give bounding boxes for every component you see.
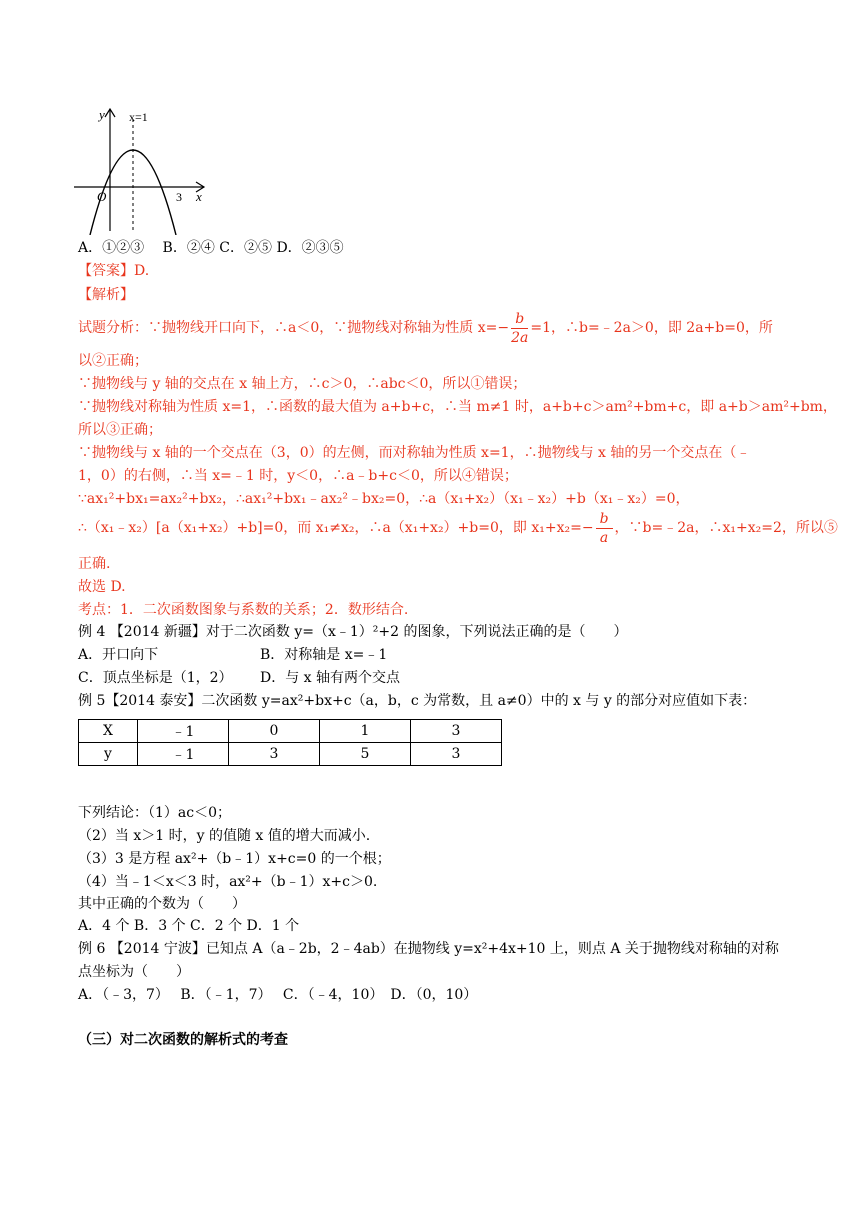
frac-den: a [599,529,609,546]
table-cell: y [79,743,138,766]
axis-label: x=1 [129,110,148,124]
analysis-line-2: 以②正确； [78,353,148,369]
ex4-option-c: C．顶点坐标是（1，2） [78,670,233,686]
q3-options: A．①②③ B．②④ C．②⑤ D．②③⑤ [78,240,344,256]
analysis-1-pre: 试题分析：∵抛物线开口向下，∴a＜0，∵抛物线对称轴为性质 x= [78,320,498,336]
analysis-line-8: ∵ax₁²+bx₁=ax₂²+bx₂，∴ax₁²+bx₁﹣ax₂²﹣bx₂=0，∴a（x₁+x₂）（x₁﹣x₂）+b（x₁﹣x₂）=0， [78,491,690,507]
parabola-graph [72,105,212,235]
choose: 故选 D. [78,579,126,595]
table-cell: 0 [229,720,320,743]
ex5-options: A．4 个 B．3 个 C．2 个 D．1 个 [78,918,300,934]
table-cell: 3 [229,743,320,766]
ex5-conclusion-4: （4）当﹣1＜x＜3 时，ax²+（b﹣1）x+c＞0. [78,874,378,890]
kaodian: 考点：1．二次函数图象与系数的关系；2．数形结合. [78,602,409,618]
ex6-line-2: 点坐标为（ ） [78,964,190,980]
frac-den: 2a [511,329,529,346]
section-heading: （三）对二次函数的解析式的考查 [78,1032,288,1048]
table-cell: 3 [411,743,502,766]
fraction-b-over-a [596,510,613,547]
table-row [79,720,502,743]
answer: 【答案】D. [78,263,150,279]
root-label: 3 [176,190,182,204]
analysis-line-7: 1，0）的右侧，∴当 x=﹣1 时，y＜0，∴a﹣b+c＜0，所以④错误； [78,468,518,484]
analysis-9-post: ，∵b=﹣2a，∴x₁+x₂=2，所以⑤ [614,520,838,536]
analysis-line-1: 试题分析：∵抛物线开口向下，∴a＜0，∵抛物线对称轴为性质 x=− $\frac{b}{2a}$ =1，∴b=﹣2a＞0，即 2a+b=0，所 [78,310,773,346]
value-table [78,719,502,766]
analysis-line-9: ∴（x₁﹣x₂）[a（x₁+x₂）+b]=0，而 x₁≠x₂，∴a（x₁+x₂）+b=0，即 x₁+x₂=− $\frac{b}{a}$ ，∵b=﹣2a，∴x₁+x₂=2，所以⑤ [78,510,838,546]
analysis-1-post: =1，∴b=﹣2a＞0，即 2a+b=0，所 [530,320,773,336]
analysis-9-pre: ∴（x₁﹣x₂）[a（x₁+x₂）+b]=0，而 x₁≠x₂，∴a（x₁+x₂）+b=0，即 x₁+x₂= [78,520,582,536]
table-cell: 1 [320,720,411,743]
ex5-conclusion-3: （3）3 是方程 ax²+（b﹣1）x+c=0 的一个根； [78,851,391,867]
ex5-title: 例 5【2014 泰安】二次函数 y=ax²+bx+c（a，b，c 为常数，且 a≠0）中的 x 与 y 的部分对应值如下表： [78,693,757,709]
ex5-conclusion-1: 下列结论：（1）ac＜0； [78,805,232,821]
table-cell: ﹣1 [138,743,229,766]
x-label: x [196,189,202,204]
y-label: y [99,107,105,122]
table-cell: 5 [320,743,411,766]
ex5-conclusion-2: （2）当 x＞1 时，y 的值随 x 值的增大而减小. [78,828,371,844]
frac-num: b [511,310,528,329]
table-row [79,743,502,766]
analysis-title: 【解析】 [78,287,134,303]
ex4-option-b: B．对称轴是 x=﹣1 [260,647,388,663]
fraction-b-over-2a [511,310,528,347]
table-cell: ﹣1 [138,720,229,743]
ex4-option-a: A．开口向下 [78,647,159,663]
table-cell: X [79,720,138,743]
analysis-line-4: ∵抛物线对称轴为性质 x=1，∴函数的最大值为 a+b+c，∴当 m≠1 时，a+b+c＞am²+bm+c，即 a+b＞am²+bm， [78,399,837,415]
analysis-line-6: ∵抛物线与 x 轴的一个交点在（3，0）的左侧，而对称轴为性质 x=1，∴抛物线与 x 轴的另一个交点在（﹣ [78,445,751,461]
ex6-options: A．（﹣3，7） B．（﹣1，7） C．（﹣4，10） D．（0，10） [78,987,478,1003]
origin-label: O [97,189,107,204]
ex6-line-1: 例 6 【2014 宁波】已知点 A（a﹣2b，2﹣4ab）在抛物线 y=x²+4x+10 上，则点 A 关于抛物线对称轴的对称 [78,941,779,957]
ex4-option-d: D．与 x 轴有两个交点 [260,670,401,686]
table-cell: 3 [411,720,502,743]
ex4-title: 例 4 【2014 新疆】对于二次函数 y=（x﹣1）²+2 的图象，下列说法正确的是（ ） [78,624,628,640]
analysis-line-5: 所以③正确； [78,422,162,438]
analysis-line-10: 正确. [78,556,111,572]
analysis-line-3: ∵抛物线与 y 轴的交点在 x 轴上方，∴c＞0，∴abc＜0，所以①错误； [78,376,527,392]
ex5-question: 其中正确的个数为（ ） [78,896,246,912]
frac-num: b [596,510,613,529]
